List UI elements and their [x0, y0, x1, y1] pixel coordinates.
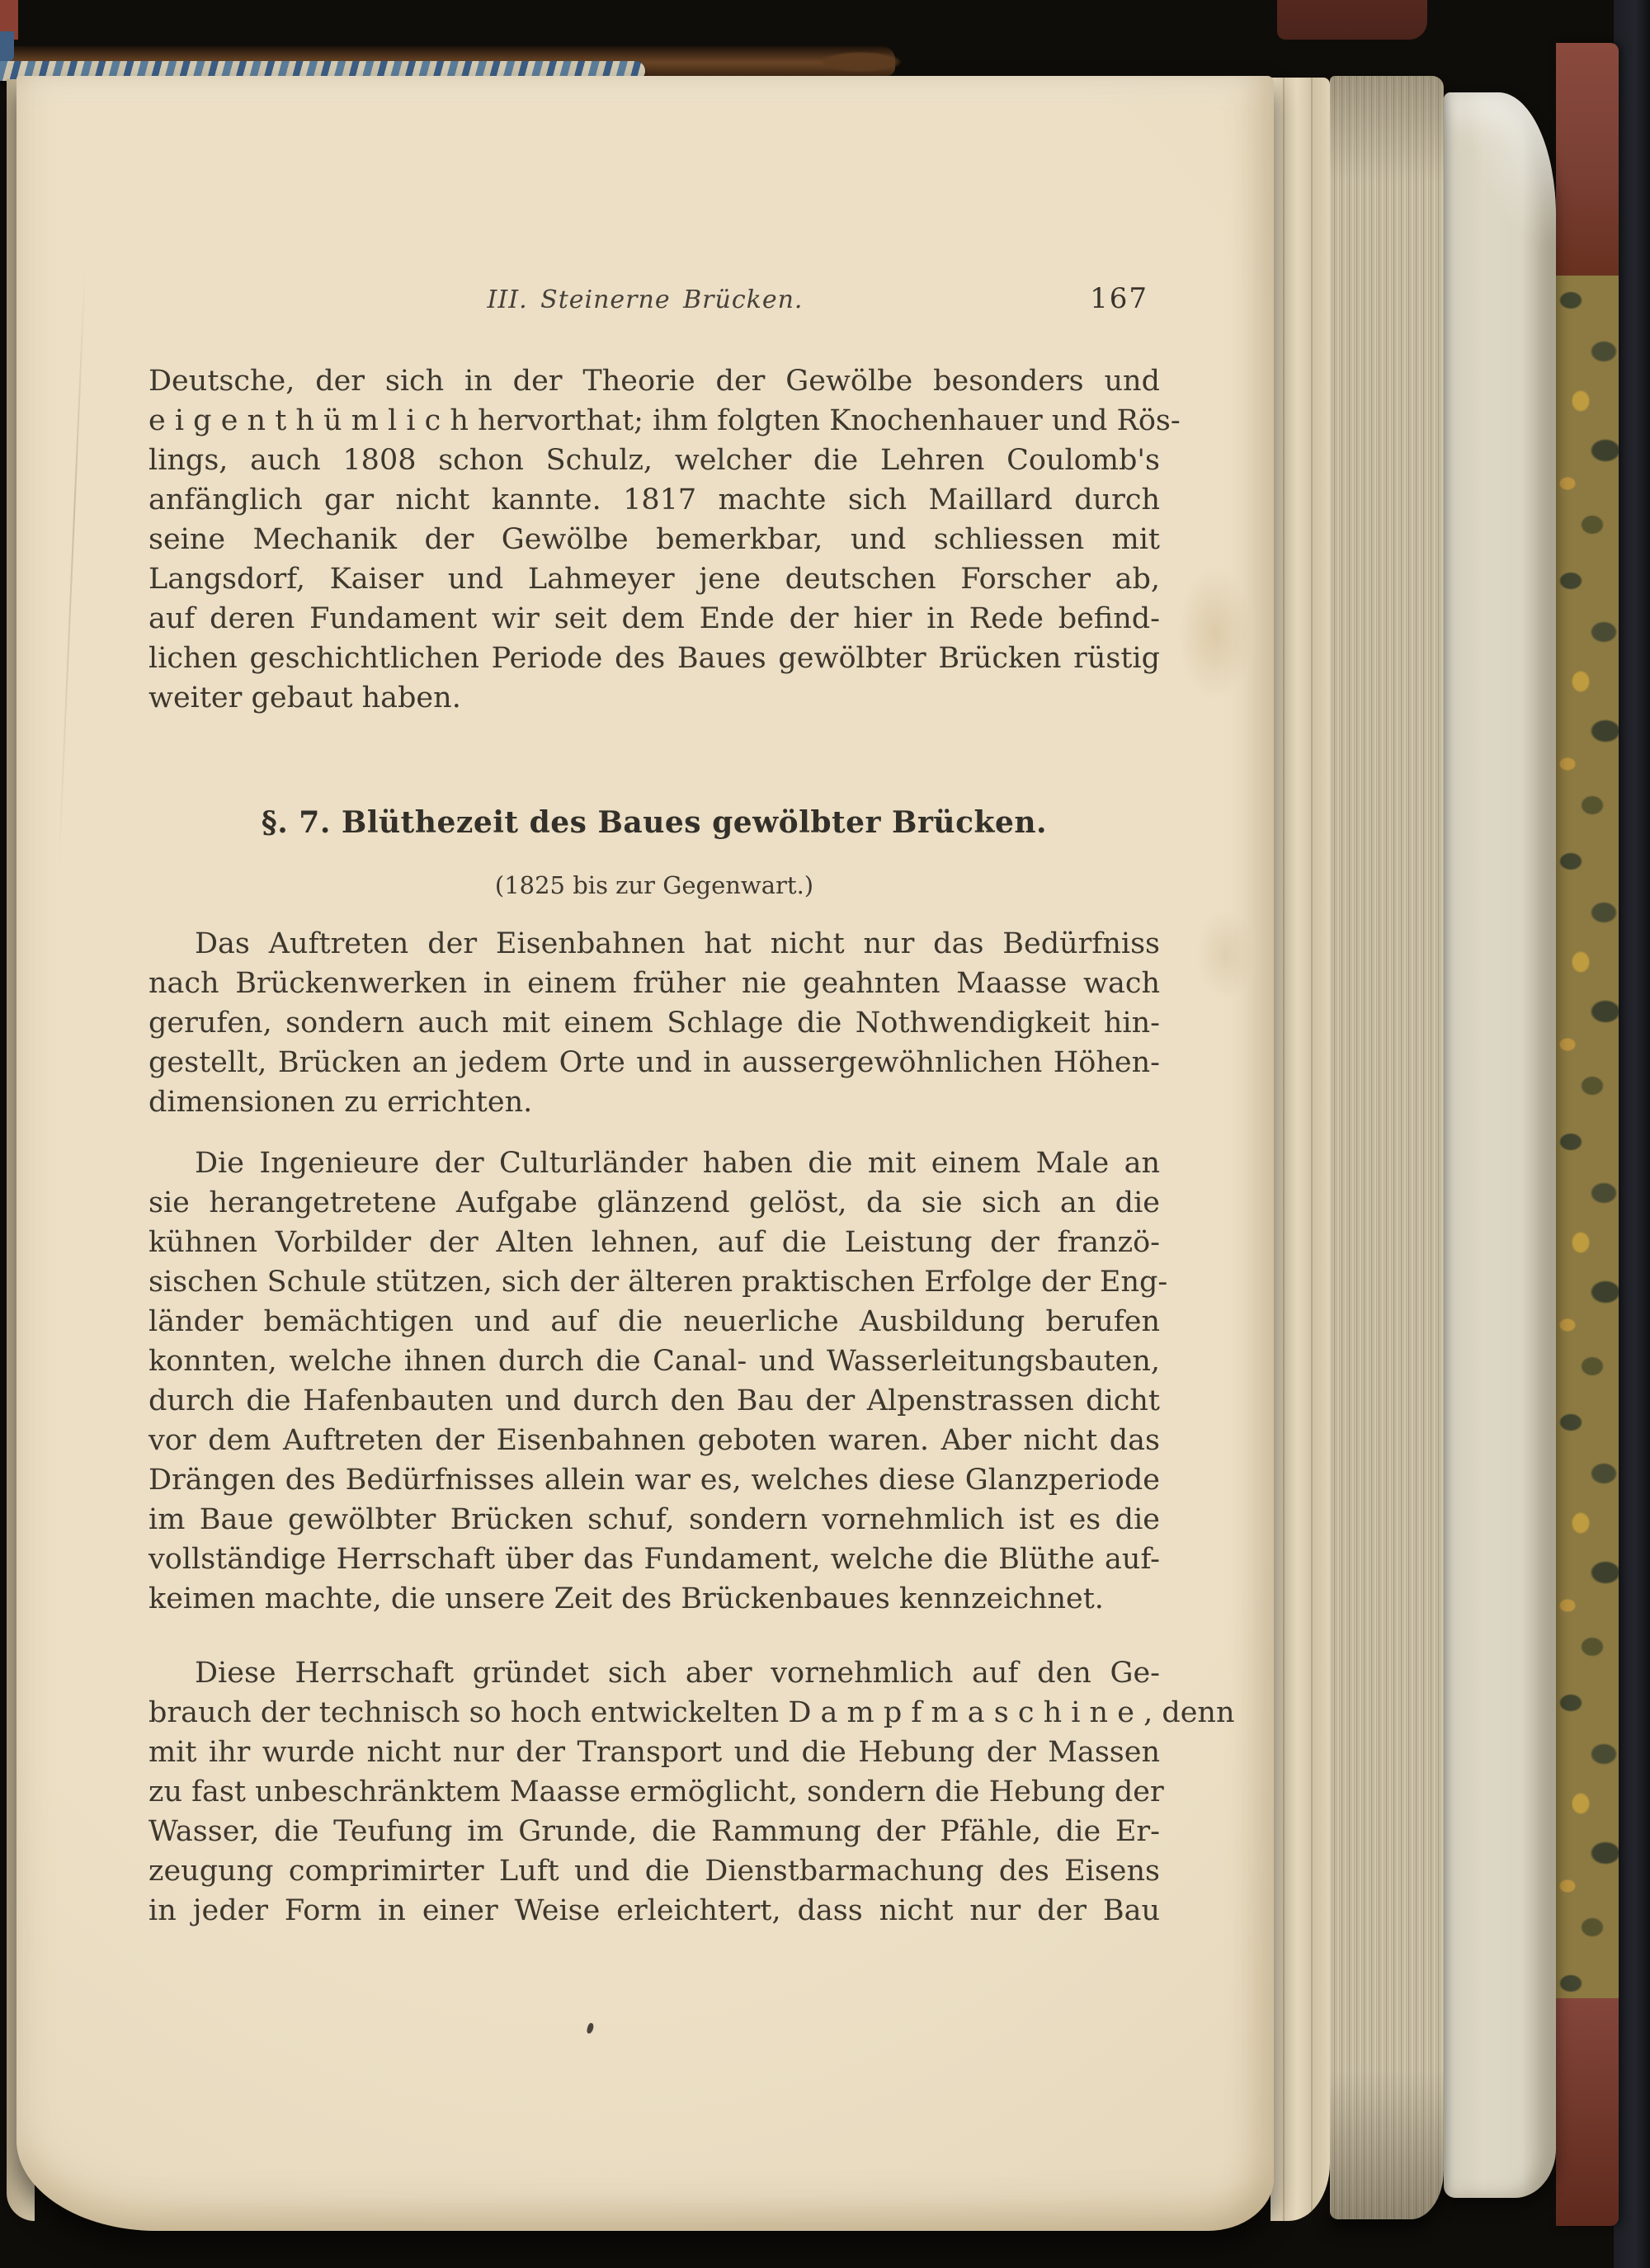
page-number: 167: [1090, 282, 1148, 315]
text-line: e i g e n t h ü m l i c h hervorthat; ihm folgten Knochenhauer und Rös-: [148, 404, 1181, 437]
text-line: vor dem Auftreten der Eisenbahnen geboten waren. Aber nicht das: [148, 1424, 1160, 1457]
paragraph: [148, 924, 1160, 1122]
text-line: gestellt, Brücken an jedem Orte und in aussergewöhnlichen Höhen-: [148, 1046, 1160, 1079]
text-line: anfänglich gar nicht kannte. 1817 machte sich Maillard durch: [148, 483, 1160, 516]
paragraph: [148, 1143, 1168, 1619]
text-line: sie herangetretene Aufgabe glänzend gelöst, da sie sich an die: [148, 1186, 1160, 1219]
paragraph: [148, 1653, 1235, 1931]
text-line: konnten, welche ihnen durch die Canal- und Wasserleitungsbauten,: [148, 1345, 1160, 1378]
text-line: auf deren Fundament wir seit dem Ende der hier in Rede befind-: [148, 602, 1160, 635]
text-line: Die Ingenieure der Culturländer haben die mit einem Male an: [195, 1147, 1160, 1180]
text-line: Drängen des Bedürfnisses allein war es, welches diese Glanzperiode: [148, 1464, 1160, 1497]
text-line: brauch der technisch so hoch entwickelten D a m p f m a s c h i n e , denn: [148, 1696, 1235, 1729]
text-line: lings, auch 1808 schon Schulz, welcher die Lehren Coulomb's: [148, 444, 1160, 477]
text-line: im Baue gewölbter Brücken schuf, sondern vornehmlich ist es die: [148, 1503, 1160, 1536]
running-head-title: III. Steinerne Brücken.: [487, 285, 804, 314]
curled-endpaper-sheet: [1444, 92, 1556, 2198]
text-line: zeugung comprimirter Luft und die Dienstbarmachung des Eisens: [148, 1855, 1160, 1888]
cover-leather-corner: [1277, 0, 1427, 40]
book-page: [16, 76, 1274, 2231]
marbled-cover-paper: [1556, 276, 1619, 1998]
text-line: Wasser, die Teufung im Grunde, die Rammung der Pfähle, die Er-: [148, 1815, 1160, 1848]
cover-scrap-blue: [0, 31, 14, 61]
text-line: keimen machte, die unsere Zeit des Brückenbaues kennzeichnet.: [148, 1582, 1104, 1615]
text-line: dimensionen zu errichten.: [148, 1086, 533, 1119]
text-line: vollständige Herrschaft über das Fundament, welche die Blüthe auf-: [148, 1543, 1160, 1576]
text-column: [148, 76, 1235, 2231]
text-line: Das Auftreten der Eisenbahnen hat nicht nur das Bedürfniss: [195, 927, 1160, 960]
page-crease: [58, 266, 86, 875]
fore-edge-page-stack: [1330, 76, 1444, 2219]
paper-stain: [1178, 568, 1252, 700]
text-line: Diese Herrschaft gründet sich aber vornehmlich auf den Ge-: [195, 1657, 1160, 1690]
paper-stain: [1196, 909, 1254, 1000]
text-line: lichen geschichtlichen Periode des Baues gewölbter Brücken rüstig: [148, 642, 1160, 675]
page-leaf-edges: [1270, 78, 1330, 2221]
text-line: länder bemächtigen und auf die neuerliche Ausbildung berufen: [148, 1305, 1160, 1338]
text-line: in jeder Form in einer Weise erleichtert, dass nicht nur der Bau: [148, 1894, 1160, 1927]
paragraph-continuation: [148, 361, 1181, 718]
text-line: seine Mechanik der Gewölbe bemerkbar, und schliessen mit: [148, 523, 1160, 556]
section-heading: §. 7. Blüthezeit des Baues gewölbter Brücken.: [261, 805, 1048, 840]
running-head: [148, 282, 1160, 322]
cover-leather-top: [1556, 43, 1619, 276]
text-line: sischen Schule stützen, sich der älteren praktischen Erfolge der Eng-: [148, 1266, 1168, 1299]
text-line: weiter gebaut haben.: [148, 681, 461, 714]
text-line: Deutsche, der sich in der Theorie der Gewölbe besonders und: [148, 365, 1160, 398]
text-line: Langsdorf, Kaiser und Lahmeyer jene deutschen Forscher ab,: [148, 563, 1160, 596]
section-subtitle: (1825 bis zur Gegenwart.): [494, 871, 814, 899]
text-line: mit ihr wurde nicht nur der Transport und die Hebung der Massen: [148, 1736, 1160, 1769]
text-line: nach Brückenwerken in einem früher nie geahnten Maasse wach: [148, 967, 1160, 1000]
text-line: gerufen, sondern auch mit einem Schlage die Nothwendigkeit hin-: [148, 1007, 1160, 1040]
table-background: [1614, 0, 1650, 2268]
text-line: kühnen Vorbilder der Alten lehnen, auf die Leistung der franzö-: [148, 1226, 1160, 1259]
text-line: durch die Hafenbauten und durch den Bau der Alpenstrassen dicht: [148, 1384, 1160, 1417]
text-line: zu fast unbeschränktem Maasse ermöglicht, sondern die Hebung der: [148, 1775, 1164, 1808]
cover-leather-bottom: [1556, 1998, 1619, 2226]
book-cover-edge: [1556, 43, 1619, 2226]
